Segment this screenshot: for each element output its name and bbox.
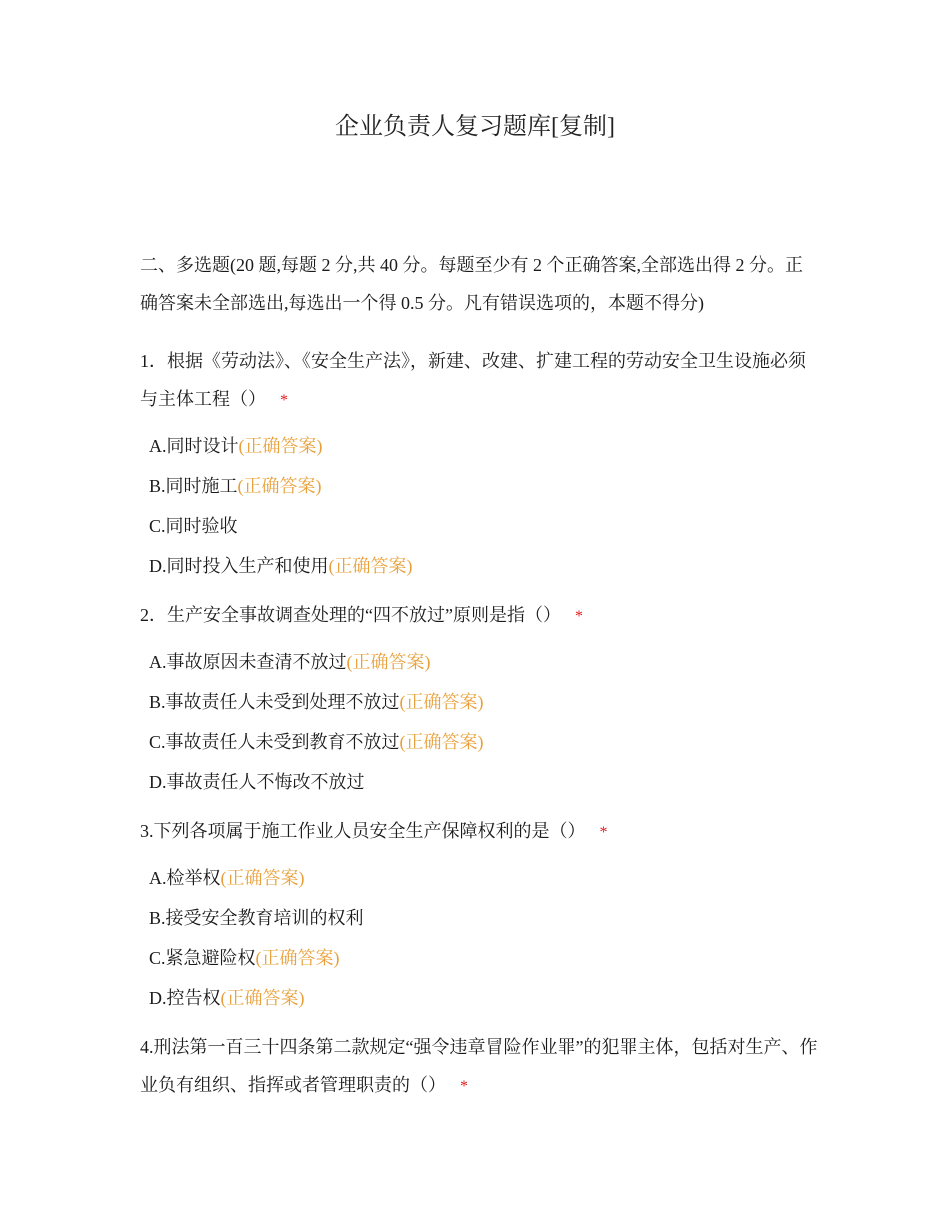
correct-answer-label: (正确答案) (328, 556, 413, 576)
option-text: C.事故责任人未受到教育不放过 (149, 732, 400, 752)
correct-answer-label: (正确答案) (255, 948, 340, 968)
page-title: 企业负责人复习题库[复制] (335, 114, 615, 140)
question-text: 1．根据《劳动法》、《安全生产法》，新建、改建、扩建工程的劳动安全卫生设施必须与主体工程（） (140, 351, 806, 409)
question-2 (140, 596, 820, 802)
question-3 (140, 812, 820, 1018)
option-text: D.同时投入生产和使用 (149, 556, 329, 576)
option-text: A.检举权 (149, 868, 221, 888)
required-marker: * (599, 824, 608, 841)
option-text: B.同时施工 (149, 476, 238, 496)
option-c[interactable] (140, 938, 820, 978)
required-marker: * (574, 608, 583, 625)
question-text: 2．生产安全事故调查处理的“四不放过”原则是指（） (140, 605, 561, 625)
option-text: A.同时设计 (149, 436, 239, 456)
option-b[interactable] (140, 898, 820, 938)
option-text: B.接受安全教育培训的权利 (149, 908, 364, 928)
option-text: B.事故责任人未受到处理不放过 (149, 692, 400, 712)
question-stem (140, 1028, 820, 1106)
option-b[interactable] (140, 682, 820, 722)
option-text: C.紧急避险权 (149, 948, 256, 968)
question-1 (140, 342, 820, 586)
correct-answer-label: (正确答案) (399, 732, 484, 752)
option-a[interactable] (140, 858, 820, 898)
correct-answer-label: (正确答案) (237, 476, 322, 496)
option-b[interactable] (140, 466, 820, 506)
question-text: 3.下列各项属于施工作业人员安全生产保障权利的是（） (140, 821, 586, 841)
correct-answer-label: (正确答案) (220, 868, 305, 888)
correct-answer-label: (正确答案) (346, 652, 431, 672)
question-stem (140, 812, 820, 852)
option-text: A.事故原因未查清不放过 (149, 652, 347, 672)
question-text: 4.刑法第一百三十四条第二款规定“强令违章冒险作业罪”的犯罪主体，包括对生产、作业负有组织、指挥或者管理职责的（） (140, 1037, 818, 1095)
question-stem (140, 596, 820, 636)
question-list (140, 342, 820, 1116)
option-d[interactable] (140, 546, 820, 586)
correct-answer-label: (正确答案) (220, 988, 305, 1008)
option-text: D.事故责任人不悔改不放过 (149, 772, 365, 792)
option-a[interactable] (140, 642, 820, 682)
option-text: C.同时验收 (149, 516, 238, 536)
option-d[interactable] (140, 762, 820, 802)
option-d[interactable] (140, 978, 820, 1018)
question-stem (140, 342, 820, 420)
option-text: D.控告权 (149, 988, 221, 1008)
correct-answer-label: (正确答案) (238, 436, 323, 456)
correct-answer-label: (正确答案) (399, 692, 484, 712)
option-c[interactable] (140, 722, 820, 762)
option-a[interactable] (140, 426, 820, 466)
question-4 (140, 1028, 820, 1106)
option-c[interactable] (140, 506, 820, 546)
section-description: 二、多选题(20 题,每题 2 分,共 40 分。每题至少有 2 个正确答案,全部选出得 2 分。正确答案未全部选出,每选出一个得 0.5 分。凡有错误选项的，本题不得分) (140, 255, 803, 313)
required-marker: * (280, 392, 288, 409)
required-marker: * (460, 1078, 468, 1095)
